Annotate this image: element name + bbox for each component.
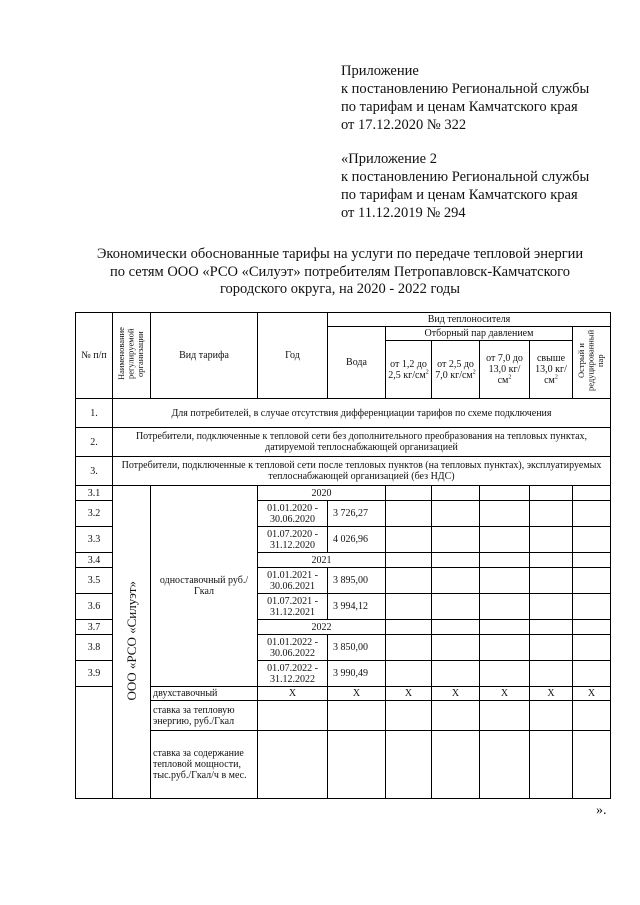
closing-quote: ». [596,803,607,818]
header-pressure-4: свыше 13,0 $кг/см^2$ [530,341,573,399]
period-cell: 01.07.2022 - 31.12.2022 [258,661,328,687]
period-cell: 01.07.2021 - 31.12.2021 [258,594,328,620]
title-line: городского округа, на 2020 - 2022 годы [219,281,461,297]
period-cell: 01.01.2020 - 30.06.2020 [258,501,328,527]
section-text: Для потребителей, в случае отсутствия дифференциации тарифов по схеме подключения [113,399,611,428]
header-line: от 17.12.2020 № 322 [341,117,467,133]
tariff-value: 3 990,49 [328,661,386,687]
x-mark: X [258,687,328,701]
section-text: Потребители, подключенные к тепловой сети после тепловых пунктов (на тепловых пунктах), эксплуатируемых теплоснабжающей организацией (без НДС) [113,457,611,486]
header-pressure-1: от 1,2 до 2,5 $кг/см^2$ [386,341,432,399]
section-num: 3. [76,457,113,486]
row-num: 3.4 [76,553,113,568]
x-mark: X [480,687,530,701]
header-type: Вид тарифа [151,313,258,399]
header-line: «Приложение 2 [341,151,437,167]
row-num: 3.9 [76,661,113,687]
year-label: 2021 [258,553,386,568]
year-label: 2020 [258,486,386,501]
tariff-value: 3 895,00 [328,568,386,594]
period-cell: 01.07.2020 - 31.12.2020 [258,527,328,553]
tariff-value: 3 726,27 [328,501,386,527]
header-line: по тарифам и ценам Камчатского края [341,187,578,203]
period-cell: 01.01.2021 - 30.06.2021 [258,568,328,594]
tariff-value: 4 026,96 [328,527,386,553]
header-line: по тарифам и ценам Камчатского края [341,99,578,115]
header-block [341,62,589,222]
two-rate-label: двухставочный [151,687,258,701]
row-num: 3.2 [76,501,113,527]
table-row [76,701,611,731]
header-line: от 11.12.2019 № 294 [341,205,466,221]
title-line: Экономически обоснованные тарифы на услуги по передаче тепловой энергии [96,246,584,262]
row-num: 3.1 [76,486,113,501]
tariff-value: 3 850,00 [328,635,386,661]
x-mark: X [386,687,432,701]
energy-rate-label: ставка за тепловую энергию, руб./Гкал [151,701,258,731]
row-num: 3.6 [76,594,113,620]
document-title [70,246,610,299]
row-num: 3.5 [76,568,113,594]
x-mark: X [573,687,611,701]
capacity-rate-label: ставка за содержание тепловой мощности, тыс.руб./Гкал/ч в мес. [151,731,258,799]
one-rate-cell: одноставочный руб./Гкал [151,486,258,687]
table-row [76,687,611,701]
title-line: по сетям ООО «РСО «Силуэт» потребителям Петропавловск-Камчатского [110,263,570,280]
header-line: к постановлению Региональной службы [341,81,590,97]
header-org: Наименование регулируемой организации [113,313,151,399]
section-row [76,428,611,457]
org-name-cell: ООО «РСО «Силуэт» [113,486,151,799]
x-mark: X [530,687,573,701]
x-mark: X [328,687,386,701]
tariff-table [75,312,611,799]
header-pressure-3: от 7,0 до 13,0 $кг/см^2$ [480,341,530,399]
header-pressure-2: от 2,5 до 7,0 $кг/см^2$ [432,341,480,399]
section-row [76,399,611,428]
row-num: 3.8 [76,635,113,661]
section-text: Потребители, подключенные к тепловой сети без дополнительного преобразования на тепловых пунктах, датируемой теплоснабжающей организацией [113,428,611,457]
section-num: 2. [76,428,113,457]
header-num: № п/п [76,313,113,399]
period-cell: 01.01.2022 - 30.06.2022 [258,635,328,661]
header-water: Вода [328,327,386,399]
section-num: 1. [76,399,113,428]
row-num: 3.3 [76,527,113,553]
tariff-value: 3 994,12 [328,594,386,620]
section-row [76,457,611,486]
x-mark: X [432,687,480,701]
header-line: к постановлению Региональной службы [341,169,590,185]
table-row [76,731,611,799]
header-steam: Отборный пар давлением [386,327,573,341]
header-sharp-steam: Острый и редуцированный пар [573,327,611,399]
header-carrier: Вид теплоносителя [328,313,611,327]
table-row [76,486,611,501]
header-year: Год [258,313,328,399]
row-num: 3.7 [76,620,113,635]
header-line: Приложение [341,63,419,79]
year-label: 2022 [258,620,386,635]
